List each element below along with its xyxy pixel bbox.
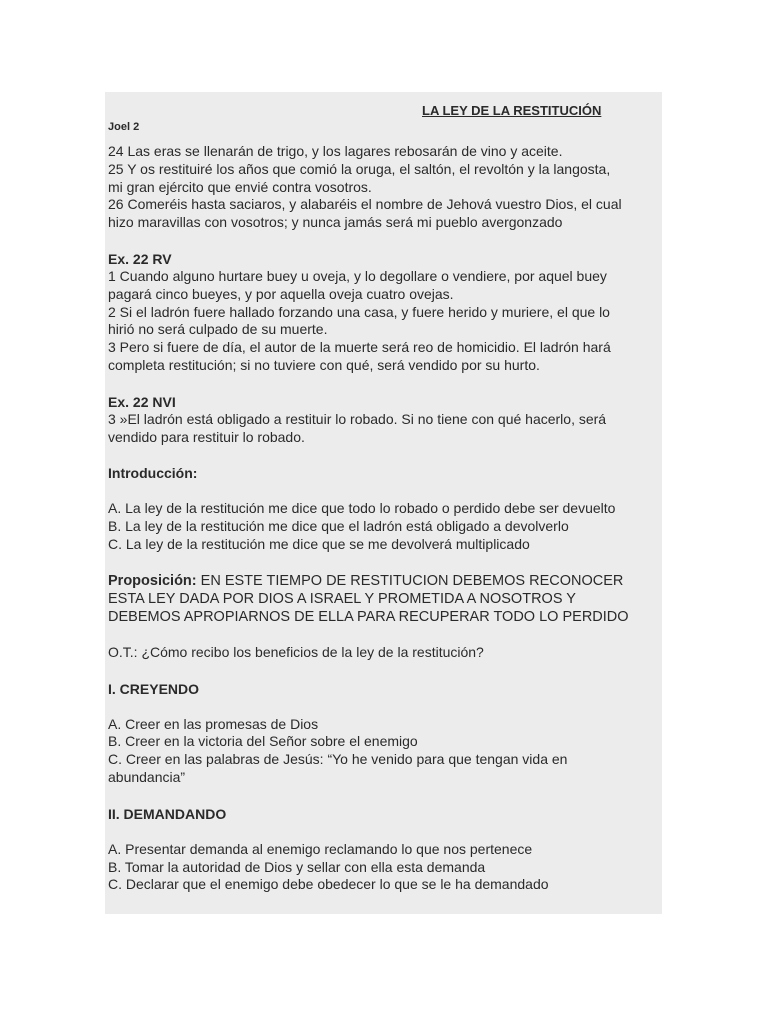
text-line: 3 Pero si fuere de día, el autor de la muerte será reo de homicidio. El ladrón hará <box>108 339 611 356</box>
list-item: abundancia” <box>108 768 186 785</box>
text-line: 2 Si el ladrón fuere hallado forzando una casa, y fuere herido y muriere, el que lo <box>108 303 610 320</box>
text-line: mi gran ejército que envié contra vosotros. <box>108 178 372 195</box>
section-heading: Ex. 22 NVI <box>108 393 176 410</box>
proposition-label: Proposición: <box>108 572 197 589</box>
document-page <box>105 92 662 914</box>
text-line: 3 »El ladrón está obligado a restituir lo robado. Si no tiene con qué hacerlo, será <box>108 410 607 427</box>
list-item: A. Creer en las promesas de Dios <box>108 715 319 732</box>
section-heading: I. CREYENDO <box>108 680 200 697</box>
text-line: 1 Cuando alguno hurtare buey u oveja, y lo degollare o vendiere, por aquel buey <box>108 267 607 284</box>
list-item: C. La ley de la restitución me dice que se me devolverá multiplicado <box>108 535 530 552</box>
text-line: hirió no será culpado de su muerte. <box>108 321 328 338</box>
list-item: C. Creer en las palabras de Jesús: “Yo he venido para que tengan vida en <box>108 751 568 768</box>
objective-text: O.T.: ¿Cómo recibo los beneficios de la ley de la restitución? <box>108 643 484 660</box>
proposition-line: ESTA LEY DADA POR DIOS A ISRAEL Y PROMETIDA A NOSOTROS Y <box>108 590 576 607</box>
text-line: vendido para restituir lo robado. <box>108 428 305 445</box>
list-item: A. La ley de la restitución me dice que todo lo robado o perdido debe ser devuelto <box>108 500 616 517</box>
document-title: LA LEY DE LA RESTITUCIÓN <box>422 103 602 118</box>
proposition-text: EN ESTE TIEMPO DE RESTITUCION DEBEMOS RECONOCER <box>196 572 624 589</box>
proposition-line <box>108 572 658 590</box>
list-item: B. Tomar la autoridad de Dios y sellar con ella esta demanda <box>108 858 486 875</box>
text-line: pagará cinco bueyes, y por aquella oveja cuatro ovejas. <box>108 285 454 302</box>
text-line: 26 Comeréis hasta saciaros, y alabaréis el nombre de Jehová vuestro Dios, el cual <box>108 196 622 213</box>
list-item: C. Declarar que el enemigo debe obedecer lo que se le ha demandado <box>108 876 549 893</box>
proposition-line: DEBEMOS APROPIARNOS DE ELLA PARA RECUPERAR TODO LO PERDIDO <box>108 608 629 625</box>
text-line: 24 Las eras se llenarán de trigo, y los lagares rebosarán de vino y aceite. <box>108 143 563 159</box>
section-heading: Ex. 22 RV <box>108 250 172 267</box>
text-line: completa restitución; si no tuviere con qué, será vendido por su hurto. <box>108 356 540 373</box>
scripture-reference: Joel 2 <box>108 121 140 133</box>
section-heading: Introducción: <box>108 465 198 482</box>
list-item: B. Creer en la victoria del Señor sobre el enemigo <box>108 733 418 750</box>
list-item: A. Presentar demanda al enemigo reclamando lo que nos pertenece <box>108 840 533 857</box>
list-item: B. La ley de la restitución me dice que el ladrón está obligado a devolverlo <box>108 518 569 535</box>
text-line: 25 Y os restituiré los años que comió la oruga, el saltón, el revoltón y la langosta, <box>108 160 611 177</box>
section-heading: II. DEMANDANDO <box>108 805 227 822</box>
text-line: hizo maravillas con vosotros; y nunca jamás será mi pueblo avergonzado <box>108 214 563 231</box>
